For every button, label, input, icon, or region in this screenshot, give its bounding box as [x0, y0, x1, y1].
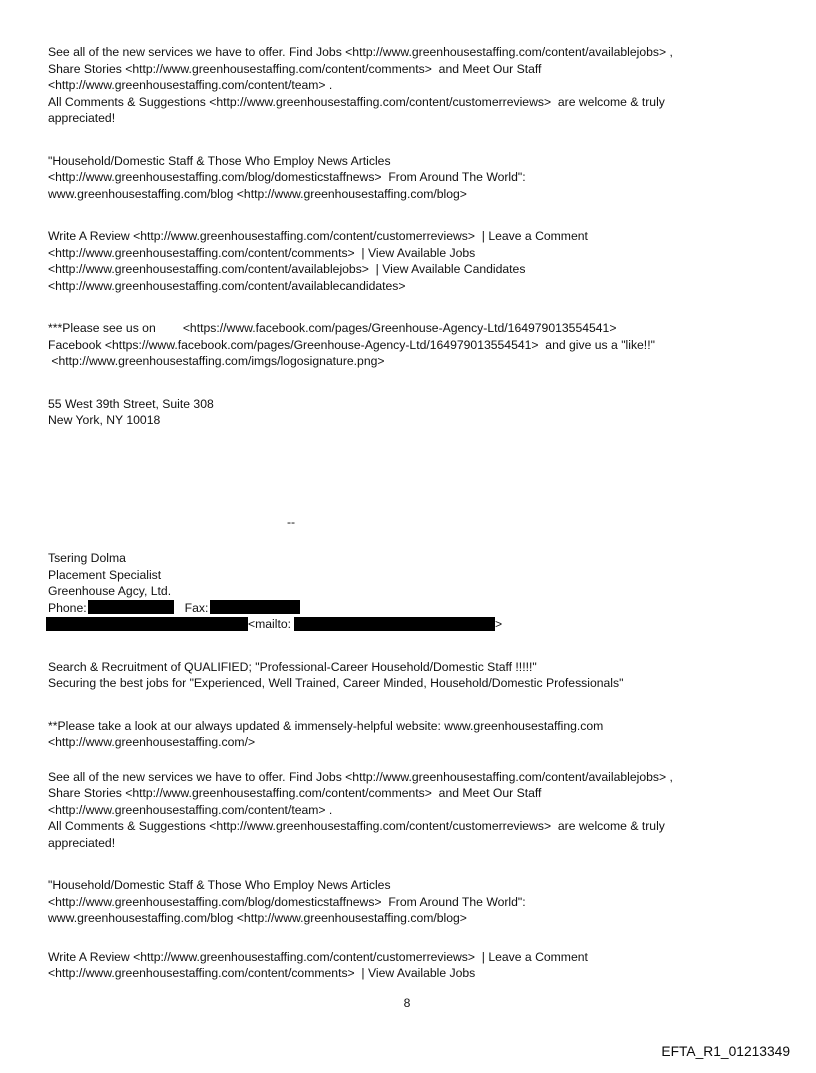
- text-line: <http://www.greenhousestaffing.com/content/team> .: [48, 78, 333, 92]
- text-line: <http://www.greenhousestaffing.com/content/comments> | View Available Jobs: [48, 245, 476, 260]
- phone-label: Phone:: [48, 600, 87, 615]
- text-line: See all of the new services we have to offer. Find Jobs <http://www.greenhousestaffing.com/content/availablejobs> ,: [48, 45, 673, 59]
- text-line: <http://www.greenhousestaffing.com/>: [48, 735, 256, 749]
- mailto-suffix: >: [495, 617, 503, 631]
- paragraph-review-links-1: [48, 228, 782, 294]
- email-body: [48, 44, 782, 1011]
- text-line: All Comments & Suggestions <http://www.greenhousestaffing.com/content/customerreviews> are welcome & truly: [48, 94, 665, 109]
- paragraph-news-articles-2: [48, 877, 782, 927]
- paragraph-website-promo: [48, 718, 782, 751]
- text-line: ***Please see us on <https://www.facebook.com/pages/Greenhouse-Agency-Ltd/164979013554541>: [48, 321, 617, 335]
- text-line: Securing the best jobs for "Experienced, Well Trained, Career Minded, Household/Domestic Professionals": [48, 676, 624, 690]
- text-line: <http://www.greenhousestaffing.com/blog/domesticstaffnews> From Around The World":: [48, 894, 526, 909]
- text-line: www.greenhousestaffing.com/blog <http://www.greenhousestaffing.com/blog>: [48, 186, 467, 201]
- page-number: 8: [403, 995, 411, 1010]
- text-line: Search & Recruitment of QUALIFIED; "Professional-Career Household/Domestic Staff !!!!!": [48, 659, 537, 674]
- text-line: See all of the new services we have to offer. Find Jobs <http://www.greenhousestaffing.com/content/availablejobs> ,: [48, 769, 673, 784]
- text-line: appreciated!: [48, 111, 116, 125]
- paragraph-recruitment-tagline: [48, 659, 782, 692]
- signature-title: Placement Specialist: [48, 567, 162, 582]
- paragraph-facebook-promo: [48, 320, 782, 370]
- text-line: <http://www.greenhousestaffing.com/imgs/logosignature.png>: [48, 354, 385, 368]
- text-line: <http://www.greenhousestaffing.com/content/availablejobs> | View Available Candidates: [48, 262, 526, 276]
- signature-phone-fax-line: [48, 600, 782, 617]
- signature-email-line: [48, 616, 782, 633]
- paragraph-street-address: [48, 396, 782, 429]
- paragraph-services-offer-1: [48, 44, 782, 127]
- text-line: <http://www.greenhousestaffing.com/content/comments> | View Available Jobs: [48, 966, 476, 980]
- paragraph-services-offer-2: [48, 769, 782, 852]
- signature-block: [48, 550, 782, 633]
- text-line: <http://www.greenhousestaffing.com/content/availablecandidates>: [48, 278, 406, 293]
- text-line: "Household/Domestic Staff & Those Who Employ News Articles: [48, 878, 391, 892]
- text-line: "Household/Domestic Staff & Those Who Employ News Articles: [48, 153, 391, 168]
- text-line: <http://www.greenhousestaffing.com/content/team> .: [48, 802, 333, 817]
- text-line: Share Stories <http://www.greenhousestaffing.com/content/comments> and Meet Our Staff: [48, 786, 542, 800]
- signature-name: Tsering Dolma: [48, 551, 126, 565]
- signature-divider: --: [287, 514, 296, 529]
- text-line: www.greenhousestaffing.com/blog <http://www.greenhousestaffing.com/blog>: [48, 911, 467, 925]
- address-line-city: New York, NY 10018: [48, 413, 161, 427]
- redaction-bar-fax-number: [210, 600, 300, 614]
- address-line-street: 55 West 39th Street, Suite 308: [48, 396, 214, 411]
- text-line: appreciated!: [48, 835, 116, 850]
- bates-number: EFTA_R1_01213349: [661, 1044, 790, 1059]
- redaction-bar-email-display: [46, 617, 248, 631]
- paragraph-news-articles-1: [48, 153, 782, 203]
- signature-company: Greenhouse Agcy, Ltd.: [48, 584, 172, 598]
- text-line: Share Stories <http://www.greenhousestaffing.com/content/comments> and Meet Our Staff: [48, 61, 542, 76]
- fax-label: Fax:: [184, 600, 209, 615]
- text-line: Write A Review <http://www.greenhousestaffing.com/content/customerreviews> | Leave a Comment: [48, 949, 588, 964]
- text-line: **Please take a look at our always updated & immensely-helpful website: www.greenhousestaffing.com: [48, 718, 604, 733]
- redaction-bar-email-address: [294, 617, 495, 631]
- text-line: All Comments & Suggestions <http://www.greenhousestaffing.com/content/customerreviews> are welcome & truly: [48, 819, 665, 833]
- mailto-prefix: <mailto:: [248, 617, 292, 631]
- text-line: <http://www.greenhousestaffing.com/blog/domesticstaffnews> From Around The World":: [48, 170, 526, 184]
- paragraph-review-links-2: [48, 949, 782, 982]
- text-line: Facebook <https://www.facebook.com/pages/Greenhouse-Agency-Ltd/164979013554541> and give us a "like!!": [48, 337, 655, 352]
- text-line: Write A Review <http://www.greenhousestaffing.com/content/customerreviews> | Leave a Comment: [48, 229, 588, 243]
- redaction-bar-phone-number: [88, 600, 174, 614]
